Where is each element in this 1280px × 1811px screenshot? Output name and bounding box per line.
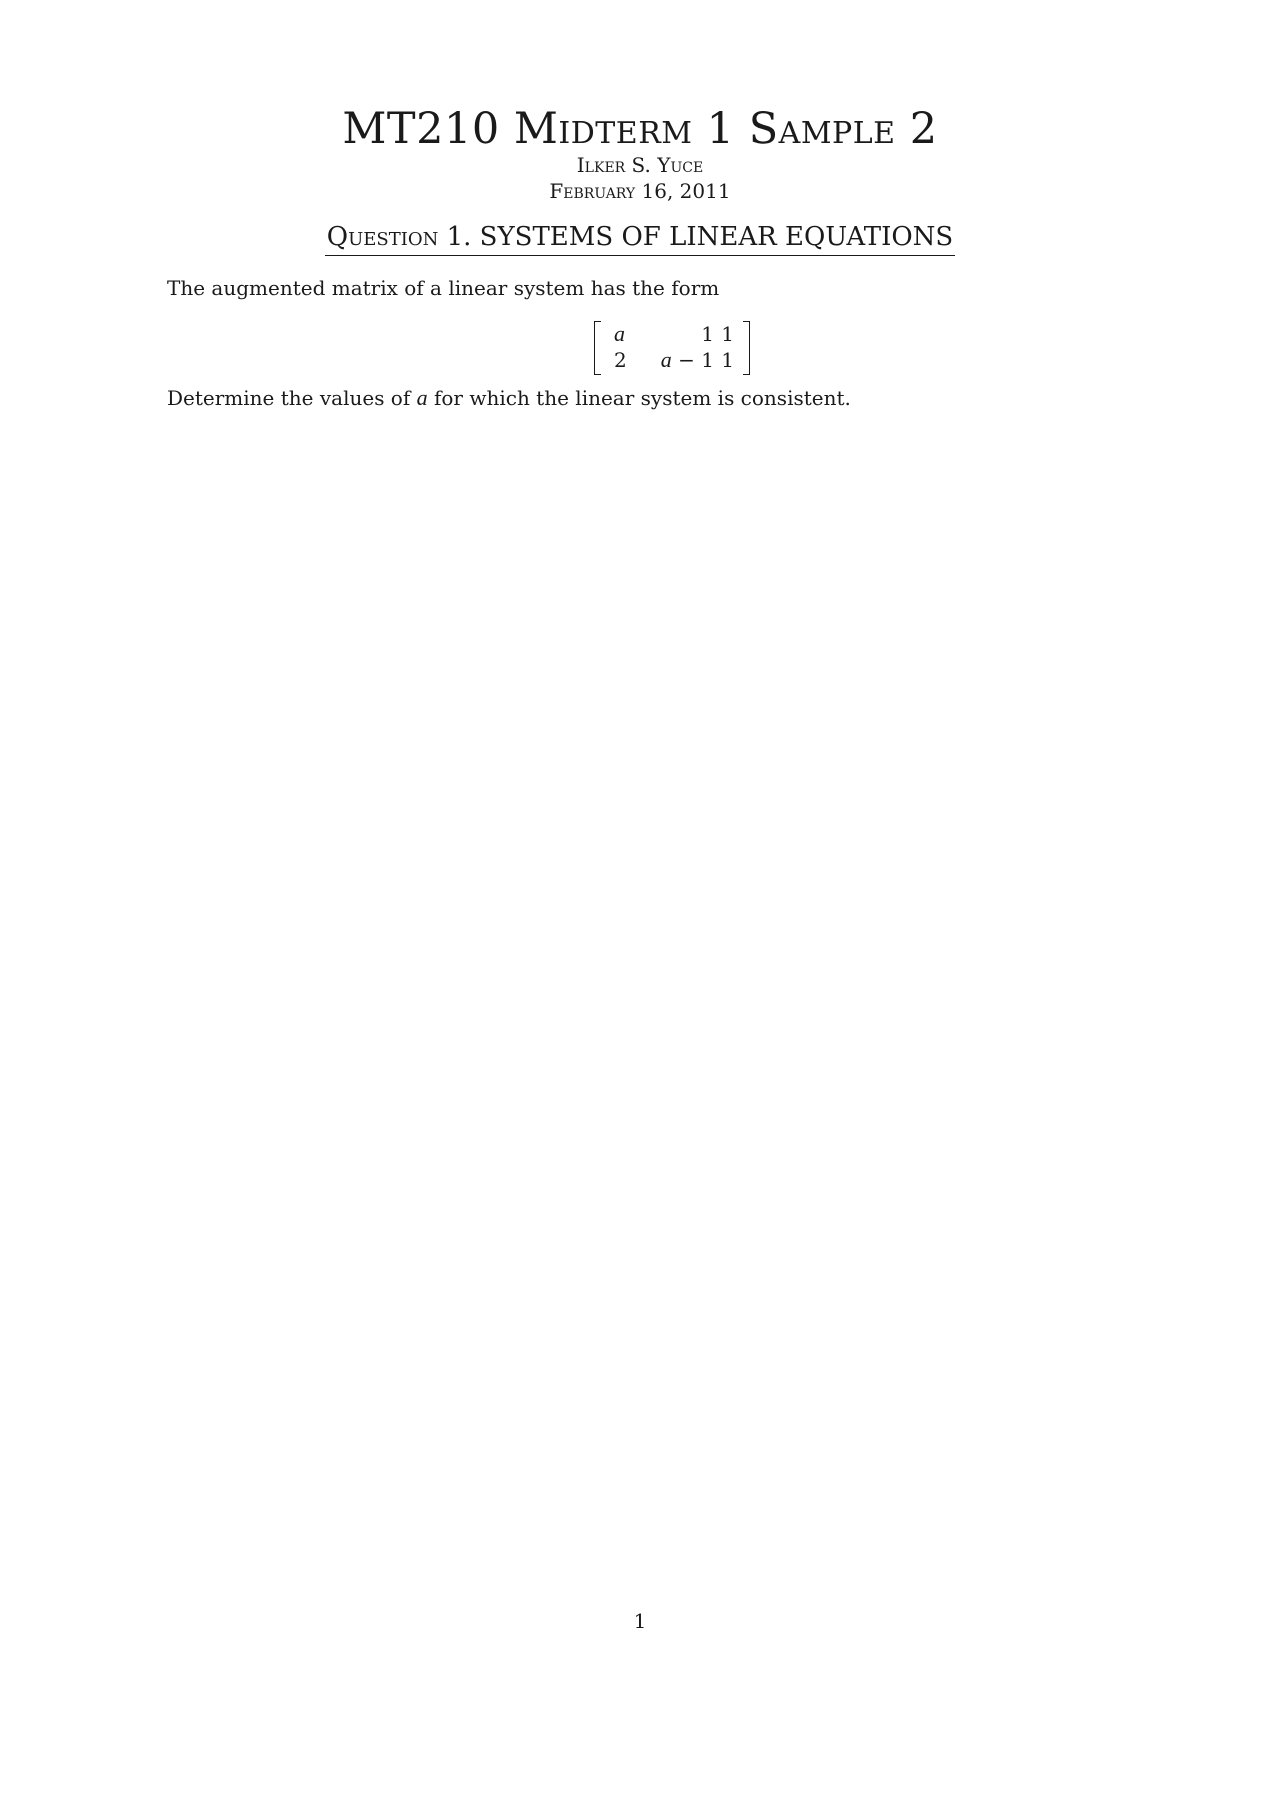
matrix-cell-r1-c2: 1 bbox=[701, 322, 714, 346]
question-label: Question 1. bbox=[326, 222, 472, 252]
question-intro: The augmented matrix of a linear system has the form bbox=[167, 276, 720, 300]
matrix-cell-r2-c1: 2 bbox=[614, 348, 627, 372]
matrix-cell-r1-c3: 1 bbox=[721, 322, 734, 346]
question-prompt bbox=[167, 384, 851, 412]
document-date: February 16, 2011 bbox=[549, 179, 731, 203]
document-author: Ilker S. Yuce bbox=[576, 153, 704, 177]
matrix-left-bracket bbox=[594, 321, 601, 375]
question-heading-underline bbox=[325, 220, 955, 256]
document-title: MT210 Midterm 1 Sample 2 bbox=[342, 104, 938, 154]
matrix-cell-r2-c3: 1 bbox=[721, 348, 734, 372]
matrix-cell-r1-c1: a bbox=[614, 321, 625, 346]
question-prompt-start: Determine the values of bbox=[167, 386, 411, 410]
question-prompt-variable: a bbox=[416, 385, 428, 410]
question-prompt-end: for which the linear system is consistent. bbox=[433, 386, 851, 410]
augmented-matrix bbox=[594, 320, 750, 376]
matrix-cell-r2-c2: a − 1 bbox=[660, 347, 714, 372]
question-heading bbox=[0, 220, 1280, 256]
matrix-right-bracket bbox=[743, 321, 750, 375]
page-number: 1 bbox=[633, 1609, 647, 1633]
question-topic: SYSTEMS OF LINEAR EQUATIONS bbox=[479, 222, 954, 252]
